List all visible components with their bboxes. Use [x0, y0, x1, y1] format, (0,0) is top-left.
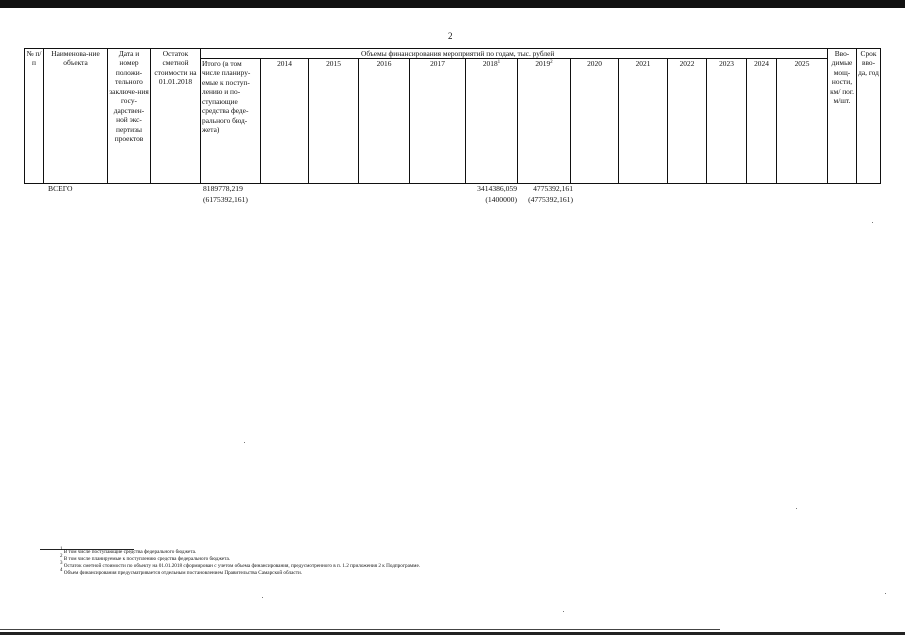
total-itogo-value: 8189778,219 — [203, 184, 243, 193]
top-scan-border — [0, 0, 905, 8]
header-object-name: Наименова-ние объекта — [44, 49, 108, 184]
header-year: 2023 — [707, 59, 747, 184]
total-2019 — [519, 184, 573, 205]
header-balance: Остаток сметной стоимости на 01.01.2018 — [151, 49, 201, 184]
scan-speck — [244, 442, 245, 443]
footnote-mark: 1 — [497, 60, 501, 65]
header-year: 2015 — [309, 59, 359, 184]
footnote-item: $^2$ В том числе планируемые к поступлению средства федерального бюджета. — [60, 554, 231, 562]
financing-table — [24, 48, 881, 184]
footnote-mark: 2 — [550, 60, 553, 65]
header-total: Итого (в том числе планиру-емые к поступ-лению и по-ступающие средства феде-рального бюд-жета) — [201, 59, 261, 184]
header-year: 2020 — [571, 59, 619, 184]
footnotes — [60, 549, 420, 577]
scan-speck — [796, 508, 797, 509]
header-year-2019: 2019$^2$ — [518, 59, 571, 184]
page-number: 2 — [448, 31, 453, 41]
header-year: 2024 — [747, 59, 777, 184]
header-number: № п/п — [25, 49, 44, 184]
footnote-item: $^4$ Объем финансирования предусматривается отдельным постановлением Правительства Самарской области. — [60, 568, 303, 576]
bottom-scan-border — [0, 632, 905, 635]
header-capacity: Вво-димые мощ-ности, км/ пог. м/шт. — [828, 49, 857, 184]
header-financing-group: Объемы финансирования мероприятий по годам, тыс. рублей — [201, 49, 828, 59]
header-expertise: Дата и номер положи-тельного заключе-ния госу-дарствен-ной экс-пертизы проектов — [108, 49, 151, 184]
footnote-item: $^3$ Остаток сметной стоимости по объекту на 01.01.2018 сформирован с учетом объема финансирования, предусмотренного в п. 1.2 приложения 2 к Подпрограмме. — [60, 561, 421, 569]
header-year: 2014 — [261, 59, 309, 184]
total-2018-federal: (1400000) — [485, 194, 517, 204]
scan-speck — [262, 597, 263, 598]
header-term: Срок вво-да, год — [857, 49, 881, 184]
total-2019-federal: (4775392,161) — [528, 194, 573, 204]
scan-speck — [885, 593, 886, 594]
total-itogo-federal: (6175392,161) — [203, 194, 248, 204]
header-year: 2016 — [359, 59, 410, 184]
header-year: 2017 — [410, 59, 466, 184]
header-year-2018: 2018$^1$ — [466, 59, 518, 184]
header-year: 2025 — [777, 59, 828, 184]
total-row-label: ВСЕГО — [48, 184, 73, 193]
scan-speck — [563, 611, 564, 612]
header-year: 2021 — [619, 59, 668, 184]
total-itogo — [203, 184, 248, 205]
footnote-item: $^1$ В том числе поступающие средства федерального бюджета. — [60, 547, 197, 555]
total-2018 — [463, 184, 517, 205]
total-2018-value: 3414386,059 — [477, 184, 517, 193]
header-year: 2022 — [668, 59, 707, 184]
bottom-scan-line — [0, 629, 720, 630]
total-2019-value: 4775392,161 — [533, 184, 573, 193]
scan-speck — [872, 222, 873, 223]
